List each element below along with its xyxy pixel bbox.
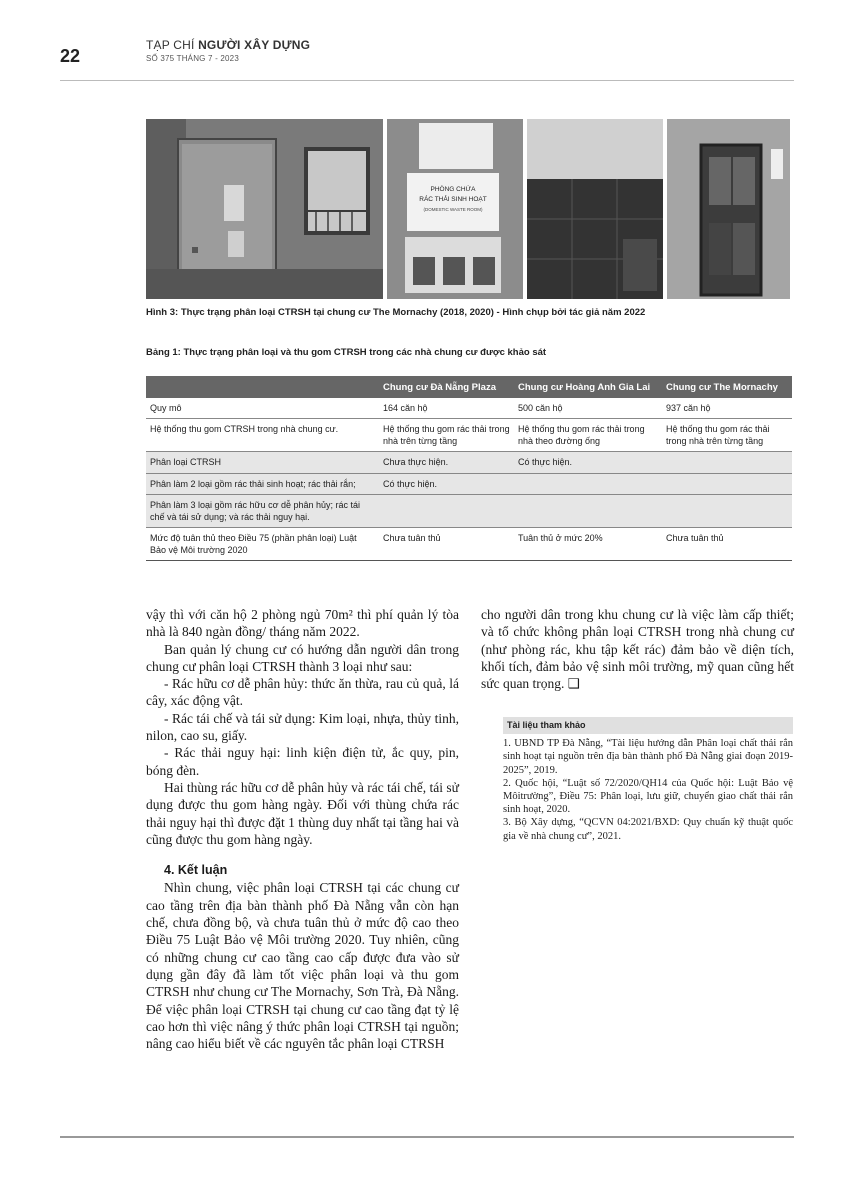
reference-item: 1. UBND TP Đà Nẵng, “Tài liệu hướng dẫn Phân loại chất thải rắn sinh hoạt tại nguồn trên địa bàn thành phố Đà Nẵng giai đoạn 2019-2025”, 2019.: [503, 738, 793, 776]
table-row: [146, 452, 792, 473]
body-column-right: [481, 606, 794, 692]
table-cell: [662, 494, 792, 527]
table-cell: 500 căn hộ: [514, 398, 662, 419]
header-cell: Chung cư The Mornachy: [662, 376, 792, 398]
paragraph: cho người dân trong khu chung cư là việc làm cấp thiết; và tổ chức không phân loại CTRSH trong nhà chung cư (như phòng rác, khu tập kết rác) đảm bảo về diện tích, khối tích, đảm bảo vệ sinh môi trường, mỹ quan cũng hết sức quan trọng. ❑: [481, 607, 794, 692]
photo-corridor-door: [146, 119, 383, 299]
table-cell: Hệ thống thu gom CTRSH trong nhà chung cư.: [146, 419, 379, 452]
paragraph: Ban quản lý chung cư có hướng dẫn người dân trong chung cư phân loại CTRSH thành 3 loại như sau:: [146, 641, 459, 674]
paragraph: vậy thì với căn hộ 2 phòng ngủ 70m² thì phí quản lý tòa nhà là 840 ngàn đồng/ tháng năm 2022.: [146, 607, 459, 640]
issue-info: SỐ 375 THÁNG 7 - 2023: [146, 54, 239, 63]
corridor-door-image: [146, 119, 383, 299]
bins-cabinet-image: [667, 119, 790, 299]
table-cell: Chưa thực hiện.: [379, 452, 514, 473]
paragraph: Nhìn chung, việc phân loại CTRSH tại các chung cư cao tầng trên địa bàn thành phố Đà Nẵng vẫn còn hạn chế, chưa đồng bộ, và chưa tuân thủ ở mức độ cao theo Điều 75 Luật Bảo vệ Môi trường 2020. Tuy nhiên, cũng có những chung cư cao tầng cao cấp được đưa vào sử dụng gần đây đã làm tốt việc phân loại và thu gom CTRSH như chung cư The Mornachy, Sơn Trà, Đà Nẵng. Để việc phân loại CTRSH tại chung cư cao tầng đạt tỷ lệ cao hơn thì việc nâng ý thức phân loại CTRSH tại nguồn; nâng cao hiểu biết về các nguyên tắc phân loại CTRSH: [146, 880, 459, 1052]
table-row: [146, 398, 792, 419]
table-cell: 164 căn hộ: [379, 398, 514, 419]
table-cell: Chưa tuân thủ: [379, 527, 514, 560]
table-cell: Tuân thủ ở mức 20%: [514, 527, 662, 560]
header-cell: Chung cư Hoàng Anh Gia Lai: [514, 376, 662, 398]
page-number: 22: [60, 46, 81, 66]
body-column-left: [146, 606, 459, 1052]
photo-tiled-wall: [527, 119, 663, 299]
header-cell: Chung cư Đà Nẵng Plaza: [379, 376, 514, 398]
table-cell: Chưa tuân thủ: [662, 527, 792, 560]
list-item: - Rác thải nguy hại: linh kiện điện tử, ắc quy, pin, bóng đèn.: [146, 745, 459, 778]
table-header-row: [146, 376, 792, 398]
sign-title-2: RÁC THẢI SINH HOẠT: [419, 196, 487, 203]
journal-title: [146, 38, 310, 52]
footer-divider: [60, 1136, 794, 1138]
survey-table: [146, 376, 792, 561]
table-cell: Phân làm 2 loại gồm rác thải sinh hoạt; rác thải rắn;: [146, 473, 379, 494]
table-cell: [662, 452, 792, 473]
tiled-wall-image: [527, 119, 663, 299]
table-row: [146, 419, 792, 452]
table-cell: [514, 494, 662, 527]
list-item: - Rác tái chế và tái sử dụng: Kim loại, nhựa, thủy tinh, nilon, cao su, giấy.: [146, 710, 459, 744]
journal-prefix: TẠP CHÍ: [146, 38, 199, 52]
reference-item: 2. Quốc hội, “Luật số 72/2020/QH14 của Quốc hội: Luật Bảo vệ Môitrường”, Điều 75: Phân loại, lưu giữ, chuyển giao chất thải rắn sinh hoạt, 2020.: [503, 777, 793, 816]
table-cell: Phân loại CTRSH: [146, 452, 379, 473]
table-cell: Phân làm 3 loại gồm rác hữu cơ dễ phân hủy; rác tái chế và tái sử dụng; và rác thải nguy hại.: [146, 494, 379, 527]
table-row: [146, 473, 792, 494]
table-cell: Mức độ tuân thủ theo Điều 75 (phần phân loại) Luật Bảo vệ Môi trường 2020: [146, 527, 379, 560]
table-cell: Hệ thống thu gom rác thải trong nhà trên từng tầng: [662, 419, 792, 452]
photo-bins-cabinet: [667, 119, 790, 299]
paragraph: Hai thùng rác hữu cơ dễ phân hủy và rác tái chế, tái sử dụng được thu gom hàng ngày. Đối với thùng chứa rác thải nguy hại thì được đặt 1 thùng duy nhất tại tầng hai và cũng được thu gom hàng ngày.: [146, 779, 459, 847]
references-box: [503, 717, 793, 843]
sign-title-1: PHÒNG CHỨA: [430, 186, 476, 193]
table-row: [146, 527, 792, 560]
sign-subtitle: (DOMESTIC WASTE ROOM): [423, 207, 483, 212]
table-cell: 937 căn hộ: [662, 398, 792, 419]
table-cell: Hệ thống thu gom rác thải trong nhà trên từng tầng: [379, 419, 514, 452]
table-cell: [514, 473, 662, 494]
table-cell: [662, 473, 792, 494]
waste-room-signs-image: [387, 119, 523, 299]
table-cell: Có thực hiện.: [514, 452, 662, 473]
list-item: - Rác hữu cơ dễ phân hủy: thức ăn thừa, rau củ quả, lá cây, xác động vật.: [146, 676, 459, 709]
photo-waste-room-signs: [387, 119, 523, 299]
figure-caption: Hình 3: Thực trạng phân loại CTRSH tại chung cư The Mornachy (2018, 2020) - Hình chụp bởi tác giả năm 2022: [146, 307, 646, 318]
table-cell: Hệ thống thu gom rác thải trong nhà theo đường ống: [514, 419, 662, 452]
references-heading: Tài liệu tham khảo: [503, 717, 793, 734]
table-cell: Có thực hiện.: [379, 473, 514, 494]
table-cell: [379, 494, 514, 527]
table-row: [146, 494, 792, 527]
figure-photos: [146, 119, 790, 299]
table-cell: Quy mô: [146, 398, 379, 419]
reference-item: 3. Bộ Xây dựng, “QCVN 04:2021/BXD: Quy chuẩn kỹ thuật quốc gia về nhà chung cư”, 2021.: [503, 817, 793, 842]
header-cell: [146, 376, 379, 398]
header-divider: [60, 80, 794, 81]
section-heading: 4. Kết luận: [164, 863, 228, 878]
journal-name: NGƯỜI XÂY DỰNG: [198, 38, 311, 52]
table-caption: Bảng 1: Thực trạng phân loại và thu gom CTRSH trong các nhà chung cư được khảo sát: [146, 347, 547, 358]
